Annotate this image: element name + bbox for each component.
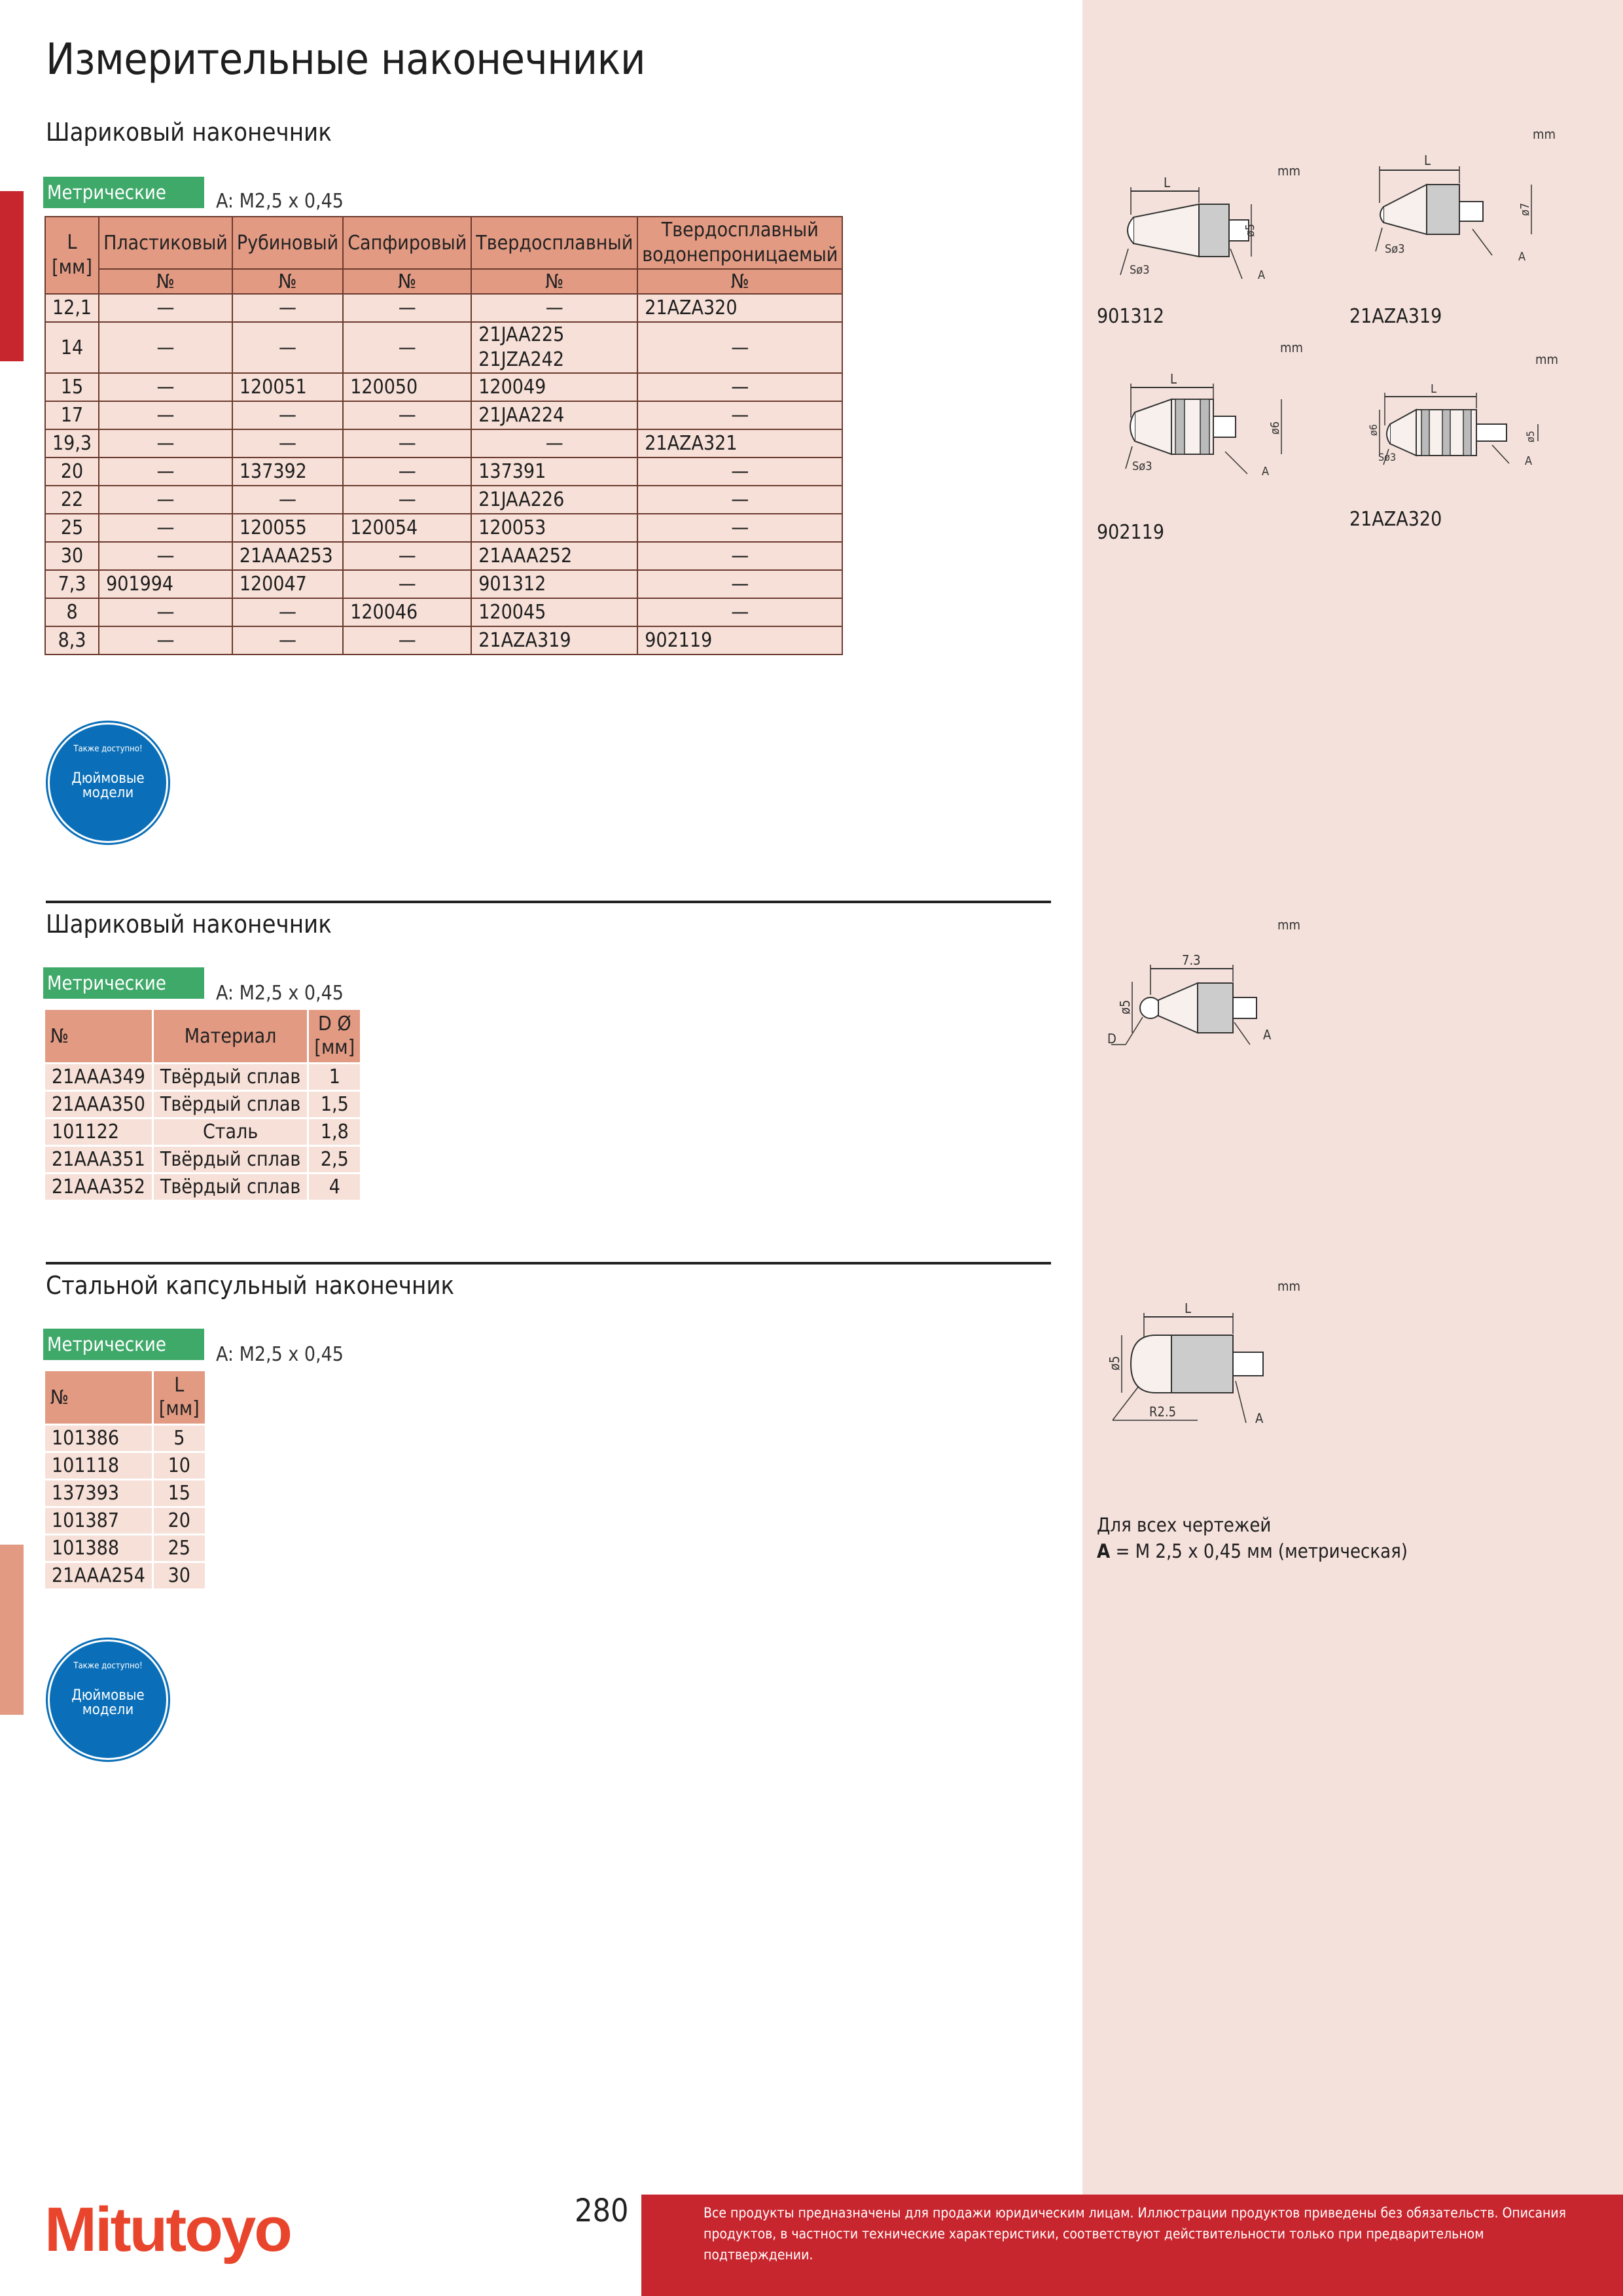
section3-heading: Стальной капсульный наконечник	[46, 1271, 455, 1300]
svg-text:Sø3: Sø3	[1132, 459, 1152, 473]
cell-part-number: 120055	[232, 514, 343, 542]
section3-metric-label: Метрические	[43, 1329, 204, 1360]
cell-part-number: —	[232, 401, 343, 429]
cell-length: 10	[154, 1453, 205, 1479]
cell-part-number: —	[99, 598, 232, 626]
svg-text:mm: mm	[1280, 340, 1304, 355]
svg-text:ø6: ø6	[1367, 424, 1380, 436]
section2-thread: A: M2,5 x 0,45	[216, 982, 344, 1005]
page-title: Измерительные наконечники	[46, 34, 646, 84]
cell-part-number: —	[637, 457, 842, 486]
section1-metric-label: Метрические	[43, 177, 204, 208]
cell-part-number: —	[232, 322, 343, 373]
cell-part-number: —	[471, 429, 637, 457]
part-number-21AZA319: 21AZA319	[1349, 305, 1442, 328]
cell-part-number: 101387	[45, 1508, 152, 1534]
table-row	[45, 1453, 205, 1479]
cell-length: 15	[45, 373, 99, 401]
table-row	[45, 1147, 360, 1172]
cell-material: Твёрдый сплав	[154, 1174, 307, 1200]
svg-text:L: L	[1185, 1300, 1192, 1316]
cell-part-number: —	[99, 457, 232, 486]
cell-part-number: 21AZA321	[637, 429, 842, 457]
table-row	[45, 457, 842, 486]
cell-part-number: —	[232, 626, 343, 655]
cell-part-number: —	[343, 542, 471, 570]
cell-part-number: —	[99, 373, 232, 401]
cell-part-number: —	[637, 322, 842, 373]
cell-material: Сталь	[154, 1119, 307, 1145]
badge-main-text: Дюймовые модели	[71, 1687, 145, 1718]
cell-length: 22	[45, 486, 99, 514]
svg-text:mm: mm	[1277, 917, 1301, 933]
table-row	[45, 1535, 205, 1561]
footer-disclaimer-bar	[641, 2195, 1623, 2296]
cell-part-number: —	[99, 401, 232, 429]
cell-diameter: 1	[309, 1064, 360, 1090]
svg-text:R2.5: R2.5	[1149, 1404, 1177, 1420]
cell-part-number: 137391	[471, 457, 637, 486]
cell-part-number: 21JAA226	[471, 486, 637, 514]
cell-part-number: —	[99, 486, 232, 514]
svg-text:L: L	[1424, 152, 1431, 168]
chapter-tab-marker-secondary	[0, 1545, 24, 1715]
table-row	[45, 1064, 360, 1090]
drawing-steel-cap-point	[1099, 1271, 1315, 1435]
drawings-note-line2: A = M 2,5 x 0,45 мм (метрическая)	[1097, 1540, 1408, 1562]
svg-text:A: A	[1255, 1410, 1264, 1426]
svg-text:ø5: ø5	[1107, 1355, 1122, 1371]
cell-part-number: 21AAA349	[45, 1064, 152, 1090]
cell-length: 30	[154, 1563, 205, 1588]
cell-part-number: —	[343, 429, 471, 457]
cell-part-number: 21AAA253	[232, 542, 343, 570]
col-no-header: №	[45, 1010, 152, 1062]
table-row	[45, 570, 842, 598]
inch-models-badge[interactable]	[50, 1641, 166, 1758]
cell-diameter: 1,8	[309, 1119, 360, 1145]
no-header: №	[343, 269, 471, 294]
cell-part-number: —	[343, 322, 471, 373]
cell-part-number: —	[343, 401, 471, 429]
svg-text:Sø3: Sø3	[1385, 242, 1405, 256]
cell-part-number: 120053	[471, 514, 637, 542]
cell-part-number: —	[343, 457, 471, 486]
col-diameter-header: D Ø [мм]	[309, 1010, 360, 1062]
svg-text:ø5: ø5	[1117, 999, 1133, 1014]
cell-part-number: 101122	[45, 1119, 152, 1145]
cell-part-number: 21AZA319	[471, 626, 637, 655]
cell-part-number: —	[343, 626, 471, 655]
table-row	[45, 598, 842, 626]
col-l-header: L [мм]	[45, 217, 99, 294]
svg-text:A: A	[1518, 250, 1526, 264]
cell-part-number: —	[637, 486, 842, 514]
svg-text:ø7: ø7	[1518, 202, 1532, 216]
svg-text:mm: mm	[1533, 126, 1556, 142]
svg-text:Sø3: Sø3	[1130, 263, 1150, 277]
cell-part-number: 120045	[471, 598, 637, 626]
no-header: №	[637, 269, 842, 294]
cell-part-number: 21AAA351	[45, 1147, 152, 1172]
cell-length: 14	[45, 322, 99, 373]
cell-part-number: 901994	[99, 570, 232, 598]
part-number-902119: 902119	[1097, 521, 1165, 544]
table-row	[45, 486, 842, 514]
cell-length: 25	[45, 514, 99, 542]
svg-text:D: D	[1107, 1031, 1116, 1047]
cell-part-number: 21JAA225 21JZA242	[471, 322, 637, 373]
cell-material: Твёрдый сплав	[154, 1064, 307, 1090]
cell-length: 12,1	[45, 294, 99, 322]
inch-models-badge[interactable]	[50, 725, 166, 841]
svg-text:A: A	[1258, 268, 1266, 282]
table-row	[45, 1426, 205, 1451]
svg-text:ø5: ø5	[1524, 431, 1537, 442]
cell-part-number: —	[637, 401, 842, 429]
cell-part-number: 901312	[471, 570, 637, 598]
cell-diameter: 4	[309, 1174, 360, 1200]
cell-part-number: 120050	[343, 373, 471, 401]
cell-part-number: 21AAA352	[45, 1174, 152, 1200]
drawing-ball-contact-point	[1099, 910, 1315, 1067]
page-number: 280	[575, 2193, 629, 2229]
badge-top-text: Также доступно!	[73, 744, 143, 754]
cell-part-number: —	[232, 486, 343, 514]
svg-text:7.3: 7.3	[1182, 952, 1201, 968]
cell-part-number: —	[343, 570, 471, 598]
cell-part-number: 120049	[471, 373, 637, 401]
table-row	[45, 1119, 360, 1145]
section3-table	[43, 1369, 207, 1590]
table-row	[45, 514, 842, 542]
table-row	[45, 1092, 360, 1117]
section-divider	[46, 1262, 1051, 1265]
col-carbide-header: Твердосплавный	[471, 217, 637, 269]
section1-table	[45, 216, 843, 655]
badge-top-text: Также доступно!	[73, 1661, 143, 1671]
no-header: №	[232, 269, 343, 294]
table-row	[45, 373, 842, 401]
cell-part-number: 21AAA252	[471, 542, 637, 570]
section2-metric-label: Метрические	[43, 967, 204, 999]
cell-part-number: 101118	[45, 1453, 152, 1479]
cell-length: 30	[45, 542, 99, 570]
cell-part-number: 120054	[343, 514, 471, 542]
section1-heading: Шариковый наконечник	[46, 118, 332, 147]
cell-part-number: —	[99, 626, 232, 655]
cell-part-number: 137393	[45, 1480, 152, 1506]
no-header: №	[471, 269, 637, 294]
cell-length: 15	[154, 1480, 205, 1506]
col-material-header: Материал	[154, 1010, 307, 1062]
cell-diameter: 2,5	[309, 1147, 360, 1172]
cell-length: 7,3	[45, 570, 99, 598]
svg-text:ø6: ø6	[1268, 421, 1282, 435]
cell-part-number: 137392	[232, 457, 343, 486]
cell-length: 20	[45, 457, 99, 486]
svg-text:ø5: ø5	[1243, 223, 1257, 237]
cell-part-number: 120047	[232, 570, 343, 598]
table-row	[45, 626, 842, 655]
col-carbide-waterproof-header: Твердосплавный водонепроницаемый	[637, 217, 842, 269]
part-number-21AZA320: 21AZA320	[1349, 508, 1442, 531]
cell-part-number: 101388	[45, 1535, 152, 1561]
cell-part-number: —	[637, 373, 842, 401]
cell-part-number: —	[637, 598, 842, 626]
cell-length: 8	[45, 598, 99, 626]
cell-material: Твёрдый сплав	[154, 1147, 307, 1172]
cell-part-number: —	[637, 514, 842, 542]
svg-text:L: L	[1431, 382, 1437, 396]
cell-length: 17	[45, 401, 99, 429]
section-divider	[46, 901, 1051, 903]
cell-part-number: 21AAA350	[45, 1092, 152, 1117]
section1-thread: A: M2,5 x 0,45	[216, 190, 344, 213]
svg-text:A: A	[1263, 1027, 1272, 1043]
cell-part-number: —	[637, 570, 842, 598]
svg-text:L: L	[1164, 175, 1171, 190]
cell-part-number: —	[471, 294, 637, 322]
section3-thread: A: M2,5 x 0,45	[216, 1343, 344, 1366]
drawings-note-line1: Для всех чертежей	[1097, 1514, 1272, 1536]
svg-text:mm: mm	[1277, 1278, 1301, 1294]
cell-part-number: 21AZA320	[637, 294, 842, 322]
cell-part-number: —	[99, 514, 232, 542]
table-row	[45, 542, 842, 570]
cell-part-number: —	[343, 294, 471, 322]
cell-part-number: 21JAA224	[471, 401, 637, 429]
table-row	[45, 1174, 360, 1200]
cell-diameter: 1,5	[309, 1092, 360, 1117]
cell-length: 5	[154, 1426, 205, 1451]
cell-length: 19,3	[45, 429, 99, 457]
cell-part-number: 101386	[45, 1426, 152, 1451]
mitutoyo-logo: Mitutoyo	[45, 2195, 291, 2265]
table-row	[45, 401, 842, 429]
cell-part-number: 902119	[637, 626, 842, 655]
cell-length: 8,3	[45, 626, 99, 655]
unit-label: mm	[1277, 163, 1301, 179]
cell-part-number: —	[99, 294, 232, 322]
cell-part-number: —	[99, 429, 232, 457]
cell-part-number: 120051	[232, 373, 343, 401]
svg-text:A: A	[1525, 454, 1533, 468]
badge-main-text: Дюймовые модели	[71, 770, 145, 801]
cell-part-number: —	[343, 486, 471, 514]
cell-part-number: —	[232, 429, 343, 457]
section2-table	[43, 1008, 362, 1202]
cell-length: 20	[154, 1508, 205, 1534]
cell-material: Твёрдый сплав	[154, 1092, 307, 1117]
cell-part-number: —	[99, 542, 232, 570]
table-row	[45, 294, 842, 322]
section2-heading: Шариковый наконечник	[46, 910, 332, 939]
table-row	[45, 429, 842, 457]
svg-text:Sø3: Sø3	[1378, 451, 1397, 463]
col-sapphire-header: Сапфировый	[343, 217, 471, 269]
col-ruby-header: Рубиновый	[232, 217, 343, 269]
table-row	[45, 1563, 205, 1588]
svg-text:mm: mm	[1535, 351, 1559, 367]
col-l-header: L [мм]	[154, 1371, 205, 1424]
cell-part-number: 120046	[343, 598, 471, 626]
no-header: №	[99, 269, 232, 294]
col-plastic-header: Пластиковый	[99, 217, 232, 269]
cell-part-number: —	[232, 294, 343, 322]
cell-part-number: 21AAA254	[45, 1563, 152, 1588]
col-no-header: №	[45, 1371, 152, 1424]
svg-text:A: A	[1262, 465, 1270, 478]
drawing-902119	[1113, 334, 1322, 484]
table-row	[45, 1508, 205, 1534]
table-row	[45, 322, 842, 373]
cell-length: 25	[154, 1535, 205, 1561]
drawing-21AZA319	[1361, 124, 1571, 275]
svg-text:L: L	[1170, 371, 1177, 387]
cell-part-number: —	[232, 598, 343, 626]
footer-disclaimer: Все продукты предназначены для продажи юридическим лицам. Иллюстрации продуктов приведены без обязательств. Описания продуктов, в частности технические характеристики, соответствуют действительности только при предварительном подтверждении.	[704, 2205, 1567, 2263]
drawing-901312	[1113, 157, 1322, 295]
table-row	[45, 1480, 205, 1506]
drawing-21AZA320	[1361, 347, 1571, 484]
chapter-tab-marker	[0, 191, 24, 361]
cell-part-number: —	[637, 542, 842, 570]
cell-part-number: —	[99, 322, 232, 373]
part-number-901312: 901312	[1097, 305, 1165, 328]
